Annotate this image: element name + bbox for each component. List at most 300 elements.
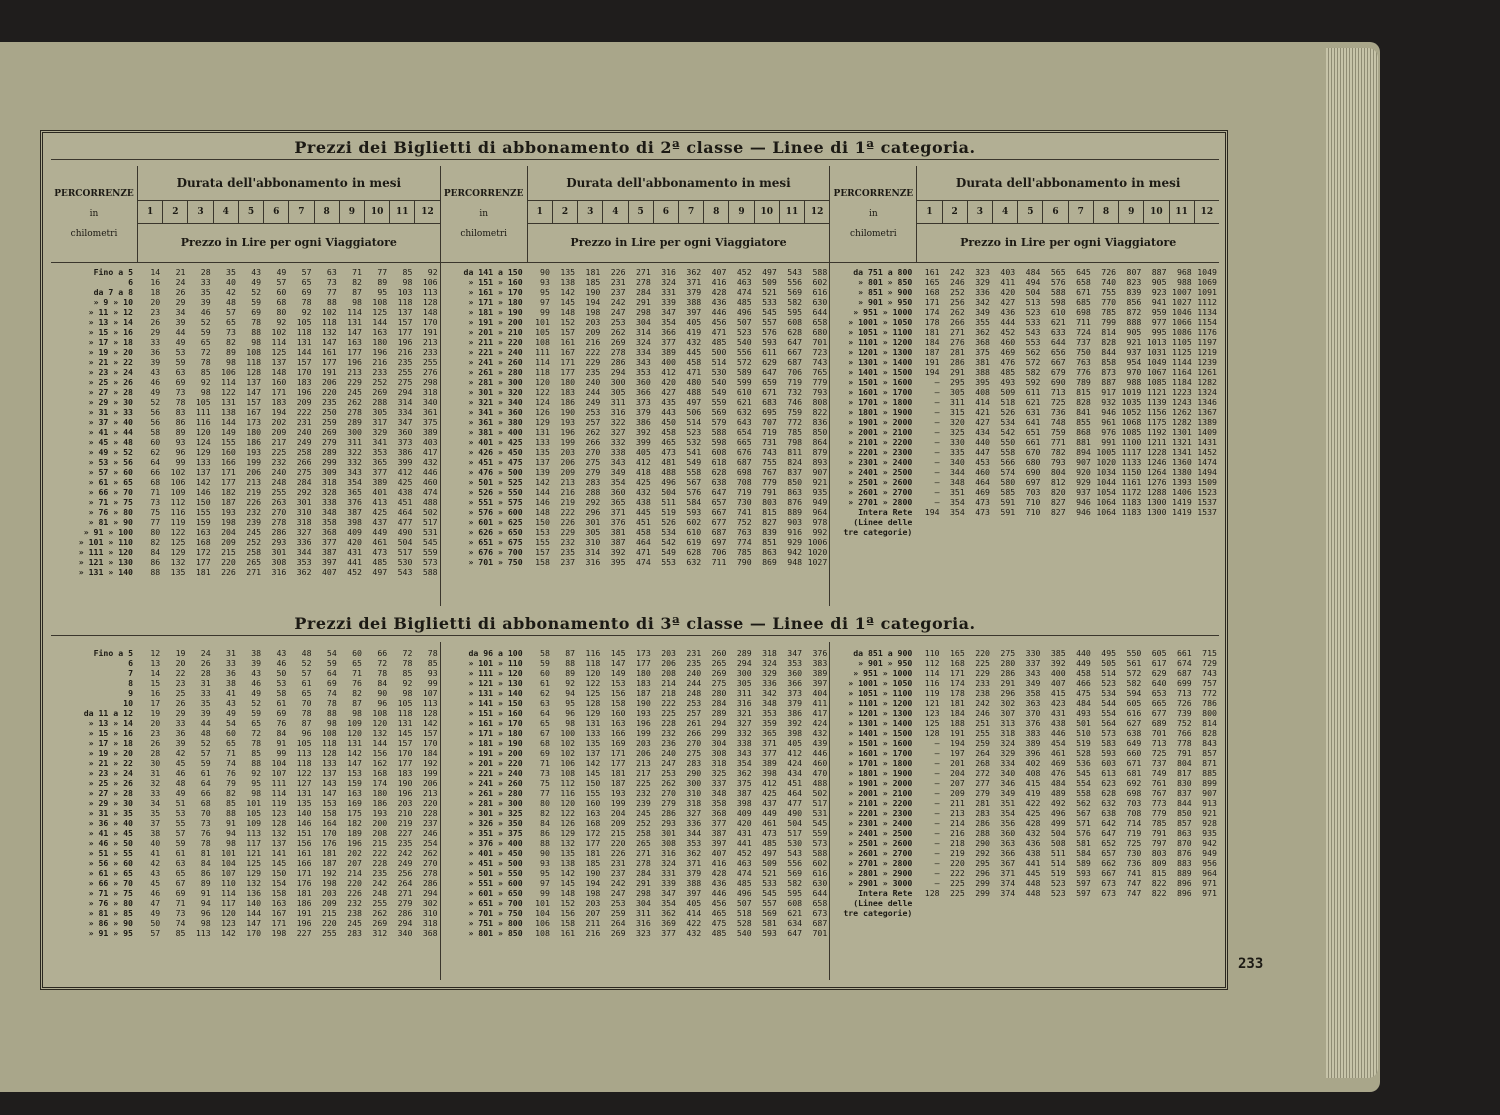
table-row — [51, 297, 440, 307]
price-cell: — — [934, 788, 940, 798]
price-cell: 120 — [585, 668, 601, 678]
price-cell: 441 — [1025, 858, 1041, 868]
price-cell: 485 — [372, 557, 388, 567]
price-cell: 591 — [1000, 507, 1016, 517]
price-cell: 52 — [200, 738, 211, 748]
distance-range: » 2001 » 2100 — [848, 427, 913, 437]
price-cell: 67 — [540, 728, 550, 738]
price-cell: 785 — [736, 547, 752, 557]
price-cell: 194 — [949, 738, 965, 748]
price-cell: 38 — [150, 828, 161, 838]
price-cell: 1156 — [1146, 407, 1167, 417]
table-row — [441, 537, 830, 547]
price-cell: 259 — [975, 738, 990, 748]
price-cell: 262 — [422, 848, 438, 858]
price-cell: 534 — [1101, 688, 1117, 698]
price-cell: 976 — [1101, 427, 1117, 437]
price-cell: 336 — [686, 818, 702, 828]
price-cell: 526 — [661, 517, 676, 527]
price-cell: 262 — [372, 908, 388, 918]
price-cell: 1282 — [1172, 417, 1192, 427]
price-cell: 610 — [736, 387, 752, 397]
month-number: 6 — [264, 201, 289, 223]
distance-range: » 1201 » 1300 — [848, 347, 913, 357]
price-cell: 113 — [422, 698, 438, 708]
price-cell: 458 — [635, 527, 651, 537]
table-row — [830, 527, 1219, 537]
table-row — [830, 507, 1219, 517]
price-cell: 366 — [661, 327, 676, 337]
price-cell: 354 — [949, 507, 965, 517]
table-header — [441, 166, 830, 263]
price-cell: 26 — [175, 287, 186, 297]
table-row — [51, 908, 440, 918]
price-cell: 213 — [246, 477, 262, 487]
price-cell: 517 — [397, 547, 413, 557]
price-cell: 245 — [347, 918, 362, 928]
table-row — [830, 287, 1219, 297]
price-cell: 269 — [321, 427, 337, 437]
percorrenze-label: in — [89, 209, 99, 219]
price-cell: 278 — [635, 858, 651, 868]
price-cell: 531 — [812, 808, 828, 818]
price-cell: 242 — [610, 878, 626, 888]
price-cell: 397 — [321, 557, 337, 567]
distance-range: » 2701 » 2800 — [848, 497, 913, 507]
price-cell: 249 — [397, 858, 413, 868]
price-cell: 71 — [175, 898, 186, 908]
price-cell: 271 — [949, 327, 965, 337]
price-cell: 574 — [1000, 467, 1016, 477]
price-cell: 355 — [975, 317, 990, 327]
month-number: 12 — [810, 207, 824, 217]
price-cell: 541 — [686, 447, 702, 457]
price-cell: 519 — [661, 507, 676, 517]
price-cell: 253 — [610, 898, 626, 908]
price-cell: 118 — [321, 317, 337, 327]
price-cell: 226 — [610, 267, 626, 277]
distance-range: » 341 » 360 — [468, 407, 523, 417]
price-cell: 439 — [812, 738, 828, 748]
price-cell: 207 — [949, 778, 965, 788]
price-cell: 353 — [296, 557, 312, 567]
price-cell: 883 — [1176, 858, 1192, 868]
price-cell: 254 — [422, 838, 438, 848]
price-cell: 300 — [347, 427, 362, 437]
price-cell: 53 — [175, 808, 186, 818]
price-cell — [1118, 527, 1143, 537]
price-cell: 57 — [200, 748, 211, 758]
price-cell: 485 — [711, 928, 727, 938]
price-cell: 183 — [560, 387, 576, 397]
table-row — [830, 457, 1219, 467]
price-cell: 605 — [1126, 698, 1142, 708]
price-cell: 240 — [271, 467, 287, 477]
price-cell: 291 — [949, 367, 965, 377]
price-cell: 1064 — [1096, 497, 1117, 507]
price-cell: 74 — [326, 688, 337, 698]
price-cell: 213 — [560, 477, 576, 487]
price-cell: 145 — [271, 858, 287, 868]
price-cell: 1509 — [1197, 477, 1217, 487]
price-cell: 156 — [296, 838, 312, 848]
price-cell: 59 — [200, 758, 211, 768]
price-cell: 184 — [924, 337, 940, 347]
price-cell: 451 — [787, 778, 803, 788]
price-cell: 855 — [1076, 417, 1091, 427]
price-cell: 39 — [200, 708, 211, 718]
price-cell: 305 — [736, 678, 752, 688]
price-cell: 131 — [296, 337, 312, 347]
price-cell: 131 — [535, 427, 550, 437]
distance-range: » 56 » 60 — [88, 858, 133, 868]
price-cell: 608 — [711, 447, 727, 457]
price-cell: 1419 — [1172, 507, 1192, 517]
month-number: 8 — [315, 201, 340, 223]
price-cell: 125 — [170, 537, 186, 547]
price-cell: 809 — [1151, 858, 1167, 868]
distance-range: » 501 » 550 — [468, 868, 523, 878]
price-cell: 1049 — [1146, 357, 1167, 367]
price-cell: — — [934, 738, 940, 748]
distance-range: » 151 » 160 — [468, 277, 523, 287]
table-row — [830, 798, 1219, 808]
price-cell: 445 — [1025, 868, 1041, 878]
price-cell: 1133 — [1121, 457, 1142, 467]
price-cell: 286 — [422, 878, 438, 888]
price-cell: 599 — [736, 377, 752, 387]
price-cell: 463 — [736, 277, 752, 287]
price-cell: 576 — [1050, 277, 1066, 287]
price-cell: 85 — [200, 367, 211, 377]
distance-range: » 53 » 56 — [88, 457, 133, 467]
distance-range: » 801 » 850 — [468, 928, 523, 938]
table-rows — [830, 642, 1219, 918]
price-cell: 521 — [762, 287, 777, 297]
price-cell: 53 — [276, 678, 287, 688]
price-cell: 584 — [686, 497, 702, 507]
price-cell: 656 — [1050, 347, 1066, 357]
price-cell: 203 — [397, 798, 413, 808]
price-cell: 589 — [1076, 858, 1091, 868]
price-cell: 356 — [1000, 818, 1016, 828]
table-row — [441, 748, 830, 758]
price-cell: 432 — [422, 457, 438, 467]
price-cell: 741 — [1126, 868, 1142, 878]
table-row — [441, 668, 830, 678]
price-cell: 318 — [321, 477, 337, 487]
price-cell: 144 — [246, 908, 262, 918]
price-cell: 360 — [397, 427, 413, 437]
table-row — [830, 868, 1219, 878]
price-cell: 58 — [150, 427, 161, 437]
percorrenze-header — [441, 166, 528, 262]
price-cell: 776 — [1076, 367, 1091, 377]
price-cell: 148 — [422, 307, 438, 317]
price-cell: 580 — [1000, 477, 1016, 487]
percorrenze-label: chilometri — [70, 229, 118, 239]
price-cell: 887 — [1101, 377, 1117, 387]
price-cell: 305 — [610, 387, 626, 397]
price-cell: 65 — [200, 337, 211, 347]
price-cell: 420 — [661, 377, 676, 387]
price-cell: 76 — [276, 718, 287, 728]
price-cell: 175 — [347, 808, 362, 818]
price-cell: 122 — [560, 808, 576, 818]
price-cell: 290 — [686, 768, 702, 778]
price-cell: 92 — [276, 317, 287, 327]
price-cell: 142 — [347, 748, 362, 758]
price-cell: 88 — [326, 297, 337, 307]
price-cell: 1494 — [1197, 467, 1217, 477]
price-cell: 211 — [949, 798, 965, 808]
distance-range: » 1301 » 1400 — [848, 357, 913, 367]
price-cell: 301 — [585, 517, 601, 527]
price-cell: 191 — [949, 728, 965, 738]
price-cell: 145 — [610, 648, 626, 658]
price-cell: 44 — [200, 718, 211, 728]
table-3rd-class — [51, 613, 1219, 981]
table-row — [441, 447, 830, 457]
price-cell: 634 — [787, 918, 803, 928]
price-cell: 863 — [762, 547, 777, 557]
month-number: 9 — [340, 201, 365, 223]
price-cell: 272 — [975, 768, 990, 778]
price-cell: 65 — [301, 688, 312, 698]
table-row — [830, 648, 1219, 658]
price-cell: 557 — [762, 898, 777, 908]
distance-range: 9 — [128, 688, 133, 698]
price-cell: 304 — [635, 317, 651, 327]
price-cell: 489 — [1050, 788, 1066, 798]
price-cell: 308 — [711, 748, 727, 758]
price-cell: 311 — [635, 908, 651, 918]
price-cell: 469 — [1050, 758, 1066, 768]
price-cell: 376 — [1025, 718, 1041, 728]
price-cell: 304 — [635, 898, 651, 908]
price-cell: 473 — [975, 507, 990, 517]
price-cell: 90 — [540, 848, 550, 858]
price-cell: 1031 — [1146, 347, 1167, 357]
price-cell: 657 — [711, 497, 727, 507]
price-cell: 39 — [200, 297, 211, 307]
price-cell: 279 — [321, 437, 337, 447]
price-cell: 34 — [150, 798, 161, 808]
price-cell: 323 — [975, 267, 990, 277]
table-row — [830, 447, 1219, 457]
price-cell: 331 — [661, 868, 676, 878]
price-cell: 726 — [1101, 267, 1117, 277]
price-cell: 905 — [1151, 277, 1167, 287]
price-cell: 407 — [711, 267, 727, 277]
price-cell: 147 — [610, 658, 626, 668]
distance-range: » 1601 » 1700 — [848, 387, 913, 397]
price-cell: 361 — [422, 407, 438, 417]
price-cell: 194 — [585, 878, 601, 888]
table-row — [441, 287, 830, 297]
price-cell: 75 — [150, 507, 161, 517]
price-cell: 772 — [1202, 688, 1217, 698]
price-cell: 150 — [585, 778, 601, 788]
price-cell: 389 — [762, 758, 777, 768]
price-cell: 88 — [150, 567, 161, 577]
price-cell: 40 — [226, 277, 236, 287]
price-cell: 125 — [924, 718, 940, 728]
price-cell: 57 — [226, 307, 236, 317]
price-cell: 946 — [1076, 497, 1091, 507]
price-cell: 102 — [170, 467, 186, 477]
table-row — [830, 387, 1219, 397]
price-cell: 109 — [347, 718, 362, 728]
price-cell: 445 — [686, 347, 702, 357]
distance-range: » 61 » 65 — [88, 868, 133, 878]
price-cell: 108 — [372, 297, 388, 307]
price-cell: 451 — [397, 497, 413, 507]
price-cell: 814 — [1101, 327, 1117, 337]
price-cell: 408 — [975, 387, 990, 397]
price-cell: 161 — [560, 928, 576, 938]
price-cell: 39 — [251, 658, 262, 668]
price-cell: 338 — [610, 447, 626, 457]
price-cell: 501 — [1076, 718, 1091, 728]
price-cell: 72 — [377, 658, 388, 668]
table-row — [830, 698, 1219, 708]
table-row — [51, 327, 440, 337]
price-cell: 463 — [736, 858, 752, 868]
price-cell: 199 — [246, 457, 262, 467]
distance-range: » 17 » 18 — [88, 738, 133, 748]
price-cell: 87 — [565, 648, 576, 658]
price-cell: 779 — [812, 377, 828, 387]
price-cell: 92 — [251, 768, 262, 778]
table-row — [441, 507, 830, 517]
price-cell: 84 — [200, 858, 211, 868]
distance-range: » 1101 » 1200 — [848, 337, 913, 347]
price-cell: 746 — [787, 397, 803, 407]
price-cell: 1161 — [1121, 477, 1142, 487]
price-cell: 363 — [1025, 698, 1041, 708]
price-cell: 61 — [301, 678, 312, 688]
price-cell: 432 — [812, 728, 828, 738]
price-cell: 395 — [975, 377, 990, 387]
price-cell: 396 — [1025, 748, 1041, 758]
price-cell: 217 — [635, 768, 651, 778]
price-cell: 595 — [787, 307, 803, 317]
price-cell: 436 — [1025, 838, 1041, 848]
price-cell: 240 — [686, 668, 702, 678]
price-cell: 123 — [924, 708, 940, 718]
price-cell: 59 — [175, 838, 186, 848]
table-row — [830, 467, 1219, 477]
price-cell: 431 — [1050, 708, 1066, 718]
price-cell: 689 — [1151, 718, 1167, 728]
price-cell: 32 — [150, 778, 161, 788]
price-cell: 647 — [711, 487, 727, 497]
price-cell: 811 — [787, 447, 803, 457]
table-row — [51, 347, 440, 357]
table-row — [830, 748, 1219, 758]
table-row — [51, 688, 440, 698]
price-cell: 558 — [686, 467, 702, 477]
price-cell: — — [934, 377, 940, 387]
price-cell: 387 — [711, 828, 727, 838]
price-cell: 743 — [812, 357, 828, 367]
price-cell: 338 — [321, 497, 337, 507]
price-cell: 484 — [1050, 778, 1066, 788]
price-cell: 238 — [347, 908, 362, 918]
price-cell: 470 — [812, 768, 828, 778]
distance-range: » 23 » 24 — [88, 768, 133, 778]
price-cell: 242 — [372, 878, 388, 888]
price-cell: 329 — [975, 277, 990, 287]
table-row — [830, 397, 1219, 407]
price-cell: 389 — [422, 427, 438, 437]
price-cell: 33 — [226, 658, 236, 668]
price-cell: 201 — [949, 758, 965, 768]
price-cell: 741 — [736, 507, 752, 517]
price-cell: 196 — [635, 718, 651, 728]
price-cell: — — [934, 487, 940, 497]
price-cell: 530 — [711, 367, 727, 377]
price-cell: 743 — [1202, 668, 1217, 678]
price-cell: 401 — [372, 487, 388, 497]
price-cell: 411 — [812, 698, 828, 708]
price-cell: 100 — [560, 728, 576, 738]
price-cell: 971 — [1202, 888, 1217, 898]
price-cell: 98 — [326, 718, 337, 728]
table-row — [441, 648, 830, 658]
price-cell: 414 — [686, 908, 702, 918]
price-cell: 168 — [949, 658, 965, 668]
distance-range: » 201 » 220 — [468, 758, 523, 768]
price-cell: 428 — [1025, 818, 1041, 828]
price-cell: 422 — [1025, 798, 1041, 808]
price-cell: 122 — [535, 387, 550, 397]
table-row — [830, 808, 1219, 818]
price-cell: 126 — [560, 818, 576, 828]
price-cell: 153 — [610, 678, 626, 688]
price-cell: 706 — [787, 367, 803, 377]
price-cell: 101 — [221, 848, 236, 858]
price-cell: 278 — [347, 407, 362, 417]
distance-range: » 36 » 40 — [88, 818, 133, 828]
price-cell: 318 — [686, 798, 702, 808]
price-cell: 143 — [321, 778, 337, 788]
price-cell: 101 — [246, 798, 262, 808]
price-cell: 591 — [1000, 497, 1016, 507]
price-cell: 476 — [1050, 768, 1066, 778]
price-cell: 82 — [150, 537, 161, 547]
price-cell: 163 — [347, 788, 362, 798]
price-cell: 757 — [1202, 678, 1217, 688]
price-cell: 219 — [397, 818, 413, 828]
price-cell: 229 — [585, 357, 601, 367]
price-cell: 778 — [1176, 738, 1192, 748]
price-cell: 398 — [787, 728, 803, 738]
price-cell: 283 — [975, 808, 990, 818]
price-cell: 181 — [585, 848, 601, 858]
price-cell: 416 — [711, 858, 727, 868]
price-cell: 104 — [221, 858, 236, 868]
table-row — [830, 878, 1219, 888]
price-cell: 815 — [762, 507, 777, 517]
price-cell: 674 — [1176, 658, 1192, 668]
price-cell: 354 — [661, 317, 676, 327]
price-cell: 118 — [296, 327, 312, 337]
price-cell: 418 — [635, 467, 651, 477]
price-cell: 225 — [949, 878, 965, 888]
price-cell: 69 — [175, 377, 186, 387]
